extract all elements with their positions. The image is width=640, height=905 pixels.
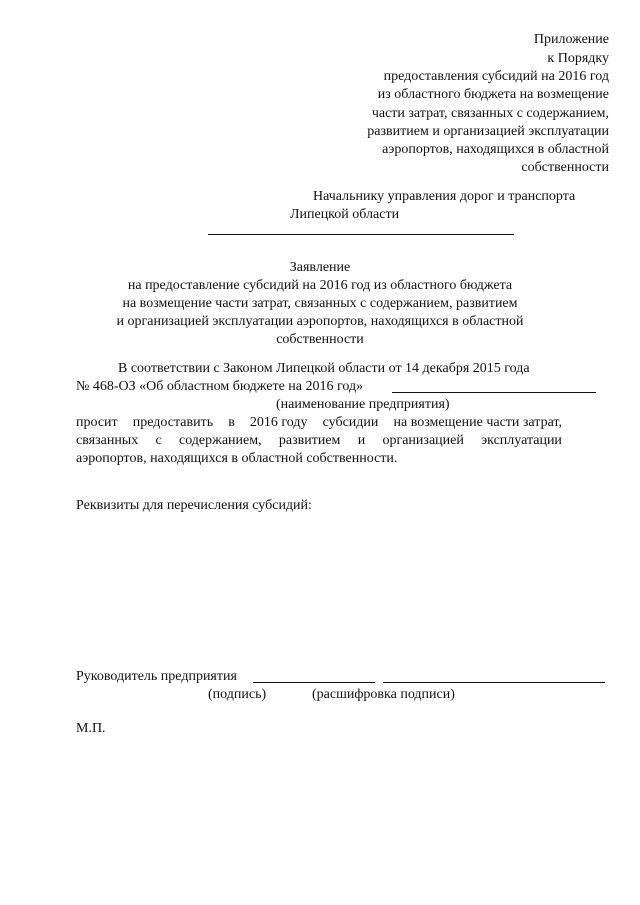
word: 2016 году xyxy=(249,415,308,430)
enterprise-name-blank-line xyxy=(392,392,596,393)
signature-caption: (подпись) xyxy=(208,687,267,702)
appendix-line-7: аэропортов, находящихся в областной xyxy=(382,142,609,157)
word: организацией xyxy=(382,433,464,448)
request-line-1 xyxy=(76,416,562,430)
appendix-line-3: предоставления субсидий на 2016 год xyxy=(383,69,609,84)
enterprise-name-caption: (наименование предприятия) xyxy=(276,397,450,412)
word: субсидии xyxy=(322,415,379,430)
word: развитием xyxy=(278,433,341,448)
statement-title: Заявление xyxy=(289,260,351,275)
signature-decode-caption: (расшифровка подписи) xyxy=(312,687,455,702)
word: просит xyxy=(76,415,118,430)
word: на возмещение части затрат, xyxy=(393,415,562,430)
statement-subtitle-line-2: на возмещение части затрат, связанных с содержанием, развитием xyxy=(122,296,518,311)
request-line-3: аэропортов, находящихся в областной собственности. xyxy=(76,451,398,466)
body-line-2: № 468-ОЗ «Об областном бюджете на 2016 год» xyxy=(76,379,364,394)
word: предоставить xyxy=(132,415,214,430)
word: содержанием, xyxy=(179,433,262,448)
addressee-blank-line xyxy=(208,234,514,235)
addressee-line-2: Липецкой области xyxy=(290,207,400,222)
signature-decode-blank-line xyxy=(383,682,605,683)
requisites-label: Реквизиты для перечисления субсидий: xyxy=(76,498,312,513)
signature-blank-line xyxy=(253,682,375,683)
word: с xyxy=(155,433,162,448)
statement-subtitle-line-4: собственности xyxy=(276,332,364,347)
request-line-2 xyxy=(76,434,562,448)
statement-subtitle-line-1: на предоставление субсидий на 2016 год из областного бюджета xyxy=(127,278,513,293)
appendix-line-6: развитием и организацией эксплуатации xyxy=(367,124,609,139)
appendix-line-5: части затрат, связанных с содержанием, xyxy=(371,106,609,121)
statement-subtitle-line-3: и организацией эксплуатации аэропортов, находящихся в областной xyxy=(116,314,524,329)
word: связанных xyxy=(76,433,139,448)
addressee-line-1: Начальнику управления дорог и транспорта xyxy=(313,189,576,204)
appendix-line-8: собственности xyxy=(521,160,609,175)
stamp-label: М.П. xyxy=(76,721,106,736)
word: и xyxy=(357,433,366,448)
signature-label: Руководитель предприятия xyxy=(76,669,237,684)
body-line-1: В соответствии с Законом Липецкой области от 14 декабря 2015 года xyxy=(118,361,530,376)
word: в xyxy=(228,415,235,430)
appendix-line-1: Приложение xyxy=(533,32,609,47)
appendix-line-4: из областного бюджета на возмещение xyxy=(377,87,609,102)
appendix-line-2: к Порядку xyxy=(547,51,609,66)
word: эксплуатации xyxy=(481,433,562,448)
